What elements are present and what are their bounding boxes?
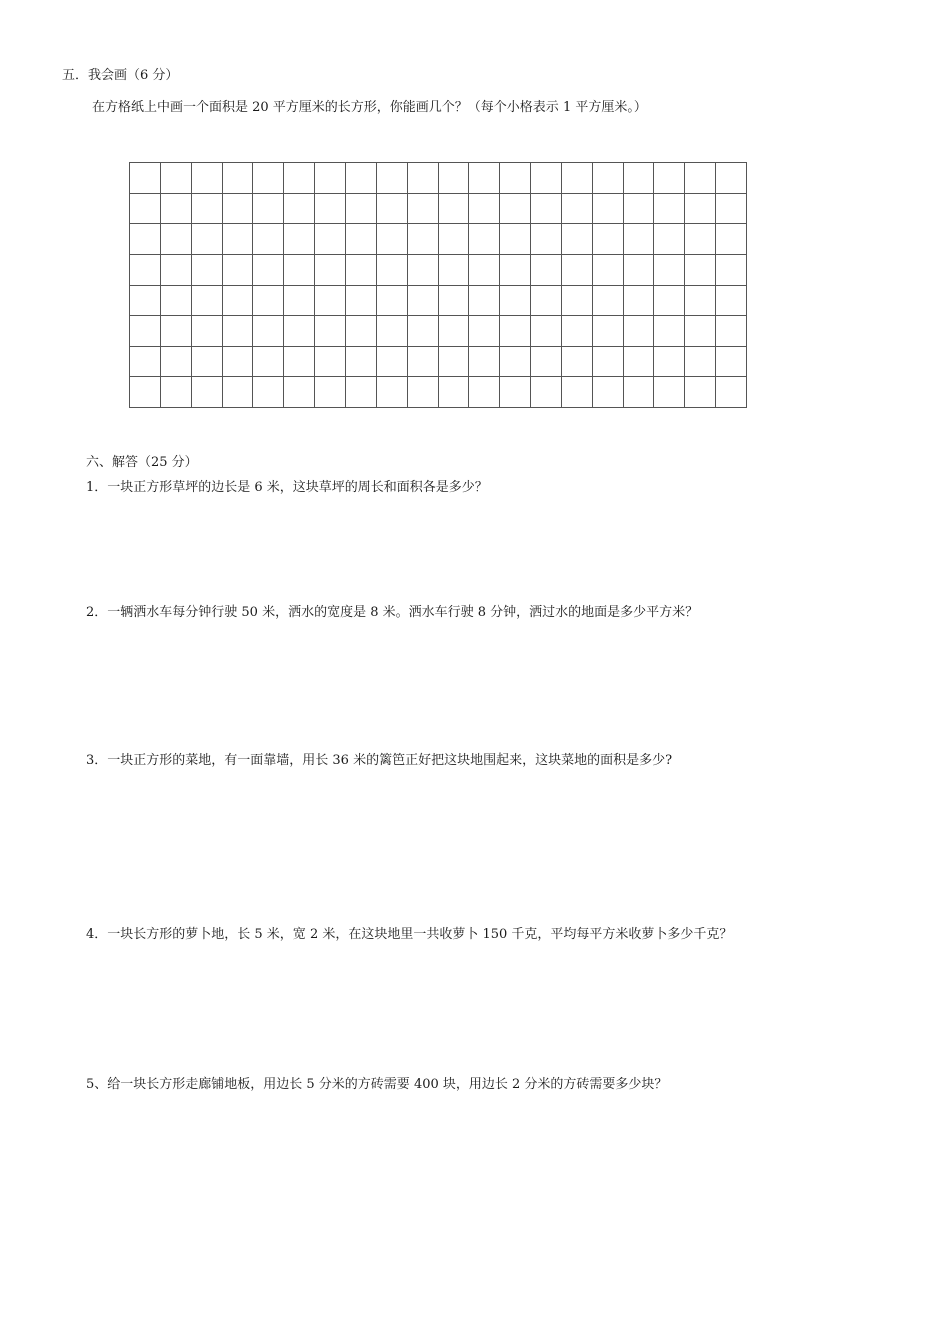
grid-cell[interactable]	[223, 194, 254, 225]
grid-cell[interactable]	[408, 286, 439, 317]
grid-cell[interactable]	[346, 163, 377, 194]
grid-cell[interactable]	[531, 224, 562, 255]
grid-cell[interactable]	[346, 255, 377, 286]
grid-cell[interactable]	[161, 286, 192, 317]
grid-cell[interactable]	[346, 377, 377, 408]
grid-cell[interactable]	[408, 163, 439, 194]
grid-cell[interactable]	[377, 255, 408, 286]
grid-cell[interactable]	[161, 316, 192, 347]
grid-cell[interactable]	[315, 255, 346, 286]
grid-cell[interactable]	[685, 194, 716, 225]
grid-cell[interactable]	[654, 194, 685, 225]
grid-cell[interactable]	[469, 224, 500, 255]
grid-cell[interactable]	[253, 163, 284, 194]
grid-cell[interactable]	[192, 224, 223, 255]
grid-cell[interactable]	[469, 377, 500, 408]
grid-cell[interactable]	[377, 224, 408, 255]
grid-cell[interactable]	[716, 224, 747, 255]
grid-cell[interactable]	[469, 255, 500, 286]
grid-cell[interactable]	[346, 194, 377, 225]
grid-cell[interactable]	[439, 347, 470, 378]
grid-cell[interactable]	[624, 316, 655, 347]
grid-cell[interactable]	[593, 163, 624, 194]
grid-cell[interactable]	[500, 377, 531, 408]
grid-cell[interactable]	[531, 163, 562, 194]
grid-cell[interactable]	[439, 255, 470, 286]
grid-cell[interactable]	[161, 163, 192, 194]
grid-cell[interactable]	[685, 224, 716, 255]
grid-cell[interactable]	[346, 224, 377, 255]
question-3: 3．一块正方形的菜地，有一面靠墙，用长 36 米的篱笆正好把这块地围起来，这块菜地的面积是多少?	[86, 753, 673, 768]
grid-cell[interactable]	[624, 255, 655, 286]
grid-cell[interactable]	[439, 377, 470, 408]
grid-cell[interactable]	[500, 286, 531, 317]
grid-cell[interactable]	[223, 347, 254, 378]
grid-cell[interactable]	[284, 255, 315, 286]
grid-cell[interactable]	[716, 163, 747, 194]
grid-cell[interactable]	[562, 316, 593, 347]
grid-cell[interactable]	[439, 316, 470, 347]
grid-cell[interactable]	[500, 316, 531, 347]
grid-cell[interactable]	[408, 377, 439, 408]
grid-cell[interactable]	[377, 286, 408, 317]
grid-cell[interactable]	[223, 316, 254, 347]
grid-cell[interactable]	[130, 286, 161, 317]
grid-cell[interactable]	[284, 194, 315, 225]
grid-cell[interactable]	[531, 286, 562, 317]
grid-cell[interactable]	[716, 255, 747, 286]
grid-cell[interactable]	[654, 286, 685, 317]
grid-cell[interactable]	[315, 194, 346, 225]
grid-cell[interactable]	[685, 347, 716, 378]
grid-cell[interactable]	[284, 224, 315, 255]
section-6-heading: 六、解答（25 分）	[86, 455, 198, 470]
grid-cell[interactable]	[192, 255, 223, 286]
grid-cell[interactable]	[531, 316, 562, 347]
grid-cell[interactable]	[253, 316, 284, 347]
grid-cell[interactable]	[253, 377, 284, 408]
grid-cell[interactable]	[284, 163, 315, 194]
grid-cell[interactable]	[716, 286, 747, 317]
grid-cell[interactable]	[654, 347, 685, 378]
grid-cell[interactable]	[562, 224, 593, 255]
grid-cell[interactable]	[253, 255, 284, 286]
grid-cell[interactable]	[562, 194, 593, 225]
grid-cell[interactable]	[408, 194, 439, 225]
grid-cell[interactable]	[439, 163, 470, 194]
question-2: 2．一辆洒水车每分钟行驶 50 米，洒水的宽度是 8 米。洒水车行驶 8 分钟，洒过水的地面是多少平方米？	[86, 605, 699, 620]
grid-cell[interactable]	[716, 194, 747, 225]
question-4: 4．一块长方形的萝卜地，长 5 米，宽 2 米，在这块地里一共收萝卜 150 千克，平均每平方米收萝卜多少千克？	[86, 927, 733, 942]
grid-cell[interactable]	[469, 163, 500, 194]
grid-cell[interactable]	[161, 377, 192, 408]
grid-cell[interactable]	[716, 316, 747, 347]
grid-cell[interactable]	[315, 377, 346, 408]
grid-cell[interactable]	[593, 194, 624, 225]
grid-cell[interactable]	[223, 224, 254, 255]
section-5-heading: 五．我会画（6 分）	[62, 68, 179, 83]
grid-cell[interactable]	[716, 347, 747, 378]
grid-cell[interactable]	[377, 163, 408, 194]
grid-cell[interactable]	[562, 286, 593, 317]
grid-cell[interactable]	[161, 194, 192, 225]
grid-cell[interactable]	[377, 194, 408, 225]
grid-cell[interactable]	[130, 224, 161, 255]
grid-cell[interactable]	[315, 163, 346, 194]
grid-cell[interactable]	[192, 377, 223, 408]
grid-cell[interactable]	[531, 347, 562, 378]
grid-cell[interactable]	[192, 316, 223, 347]
grid-cell[interactable]	[439, 286, 470, 317]
grid-cell[interactable]	[253, 194, 284, 225]
grid-cell[interactable]	[716, 377, 747, 408]
grid-cell[interactable]	[284, 347, 315, 378]
grid-cell[interactable]	[346, 347, 377, 378]
grid-cell[interactable]	[223, 255, 254, 286]
grid-cell[interactable]	[500, 255, 531, 286]
square-grid-paper[interactable]	[129, 162, 747, 408]
grid-cell[interactable]	[346, 316, 377, 347]
grid-cell[interactable]	[130, 347, 161, 378]
grid-cell[interactable]	[408, 347, 439, 378]
grid-cell[interactable]	[562, 255, 593, 286]
grid-cell[interactable]	[192, 286, 223, 317]
grid-cell[interactable]	[593, 377, 624, 408]
grid-cell[interactable]	[654, 316, 685, 347]
grid-cell[interactable]	[500, 224, 531, 255]
grid-cell[interactable]	[130, 377, 161, 408]
grid-cell[interactable]	[593, 347, 624, 378]
grid-cell[interactable]	[315, 224, 346, 255]
grid-cell[interactable]	[469, 316, 500, 347]
grid-cell[interactable]	[130, 255, 161, 286]
grid-cell[interactable]	[315, 316, 346, 347]
grid-cell[interactable]	[624, 224, 655, 255]
grid-cell[interactable]	[408, 316, 439, 347]
grid-cell[interactable]	[161, 224, 192, 255]
grid-cell[interactable]	[223, 286, 254, 317]
grid-cell[interactable]	[531, 194, 562, 225]
grid-cell[interactable]	[624, 377, 655, 408]
question-1: 1．一块正方形草坪的边长是 6 米，这块草坪的周长和面积各是多少？	[86, 480, 488, 495]
grid-cell[interactable]	[469, 286, 500, 317]
grid-cell[interactable]	[284, 377, 315, 408]
grid-cell[interactable]	[562, 347, 593, 378]
grid-cell[interactable]	[562, 163, 593, 194]
grid-cell[interactable]	[284, 316, 315, 347]
grid-cell[interactable]	[223, 377, 254, 408]
grid-cell[interactable]	[624, 194, 655, 225]
grid-cell[interactable]	[654, 224, 685, 255]
grid-cell[interactable]	[408, 224, 439, 255]
grid-cell[interactable]	[654, 255, 685, 286]
grid-cell[interactable]	[685, 316, 716, 347]
grid-cell[interactable]	[253, 347, 284, 378]
grid-cell[interactable]	[315, 347, 346, 378]
section-5-instruction: 在方格纸上中画一个面积是 20 平方厘米的长方形，你能画几个？（每个小格表示 1 平方厘米。）	[92, 100, 647, 115]
grid-cell[interactable]	[624, 347, 655, 378]
grid-cell[interactable]	[500, 163, 531, 194]
grid-cell[interactable]	[531, 255, 562, 286]
grid-cell[interactable]	[624, 286, 655, 317]
grid-cell[interactable]	[377, 377, 408, 408]
grid-cell[interactable]	[408, 255, 439, 286]
grid-cell[interactable]	[562, 377, 593, 408]
grid-cell[interactable]	[685, 377, 716, 408]
grid-cell[interactable]	[253, 286, 284, 317]
grid-cell[interactable]	[593, 224, 624, 255]
grid-cell[interactable]	[685, 255, 716, 286]
grid-cell[interactable]	[130, 163, 161, 194]
grid-cell[interactable]	[654, 163, 685, 194]
grid-cell[interactable]	[500, 194, 531, 225]
grid-cell[interactable]	[654, 377, 685, 408]
grid-cell[interactable]	[531, 377, 562, 408]
grid-cell[interactable]	[223, 163, 254, 194]
grid-cell[interactable]	[685, 286, 716, 317]
grid-cell[interactable]	[253, 224, 284, 255]
grid-cell[interactable]	[439, 194, 470, 225]
grid-cell[interactable]	[161, 255, 192, 286]
grid-cell[interactable]	[161, 347, 192, 378]
grid-cell[interactable]	[346, 286, 377, 317]
grid-cell[interactable]	[593, 255, 624, 286]
grid-cell[interactable]	[315, 286, 346, 317]
grid-cell[interactable]	[624, 163, 655, 194]
grid-cell[interactable]	[593, 316, 624, 347]
grid-cell[interactable]	[439, 224, 470, 255]
grid-cell[interactable]	[685, 163, 716, 194]
grid-cell[interactable]	[284, 286, 315, 317]
grid-cell[interactable]	[192, 347, 223, 378]
grid-cell[interactable]	[500, 347, 531, 378]
grid-cell[interactable]	[377, 316, 408, 347]
grid-cell[interactable]	[130, 194, 161, 225]
grid-cell[interactable]	[130, 316, 161, 347]
grid-cell[interactable]	[469, 194, 500, 225]
grid-cell[interactable]	[192, 194, 223, 225]
grid-cell[interactable]	[469, 347, 500, 378]
grid-cell[interactable]	[593, 286, 624, 317]
grid-cell[interactable]	[377, 347, 408, 378]
question-5: 5、给一块长方形走廊铺地板，用边长 5 分米的方砖需要 400 块，用边长 2 分米的方砖需要多少块？	[86, 1077, 668, 1092]
grid-cell[interactable]	[192, 163, 223, 194]
